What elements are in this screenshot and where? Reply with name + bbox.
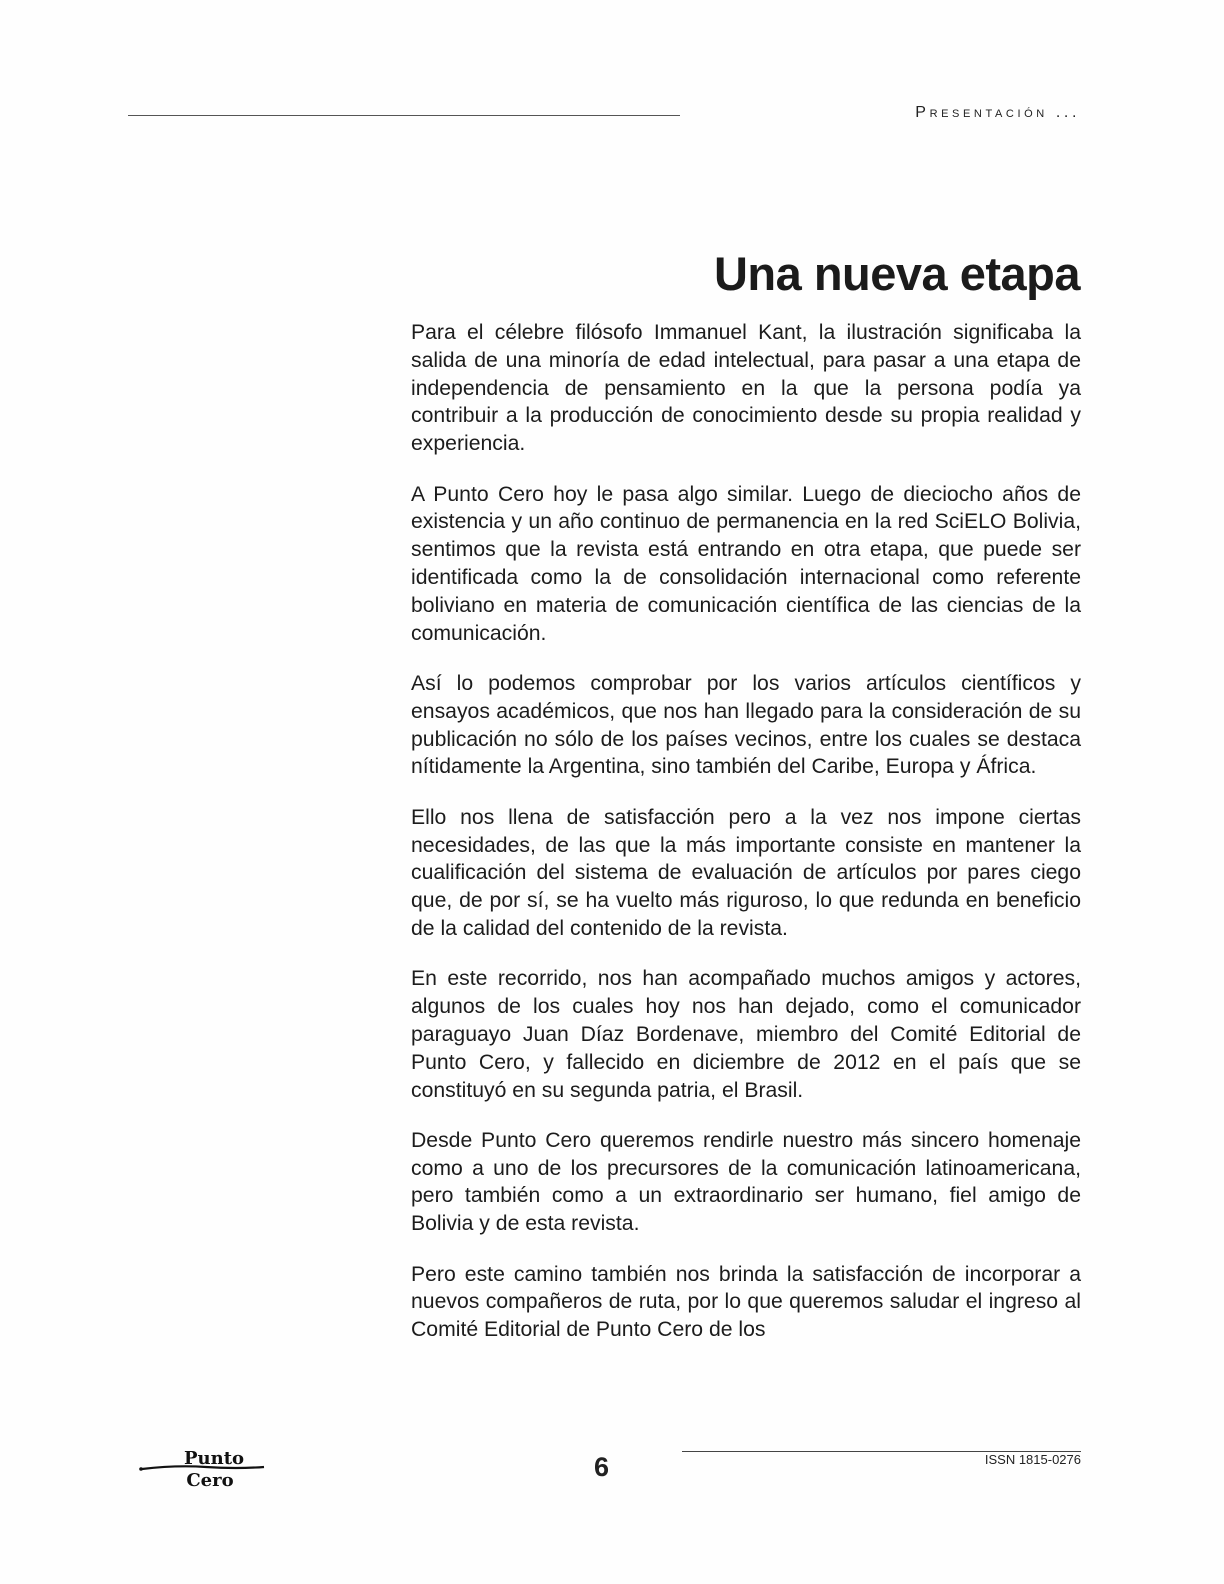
paragraph: En este recorrido, nos han acompañado muchos amigos y actores, algunos de los cuales hoy nos han dejado, como el comunicador paraguayo Juan Díaz Bordenave, miembro del Comité Editorial de Punto Cero, y fallecido en diciembre de 2012 en el país que se constituyó en su segunda patria, el Brasil. — [411, 967, 1081, 1102]
header-rule — [128, 115, 680, 116]
punto-cero-logo — [136, 1448, 270, 1490]
page-number: 6 — [594, 1452, 610, 1482]
article-body — [411, 319, 1081, 1367]
paragraph: Para el célebre filósofo Immanuel Kant, la ilustración significaba la salida de una minoría de edad intelectual, para pasar a una etapa de independencia de pensamiento en la que la persona podía ya contribuir a la producción de conocimiento desde su propia realidad y experiencia. — [411, 321, 1081, 456]
running-header-section: Presentación ... — [915, 104, 1080, 121]
logo-text-cero: Cero — [186, 1470, 234, 1490]
logo-text-punto: Punto — [183, 1448, 245, 1469]
article-title: Una nueva etapa — [713, 247, 1080, 300]
paragraph: Así lo podemos comprobar por los varios artículos científicos y ensayos académicos, que nos han llegado para la consideración de su publicación no sólo de los países vecinos, entre los cuales se destaca nítidamente la Argentina, sino también del Caribe, Europa y África. — [411, 671, 1081, 779]
paragraph: Desde Punto Cero queremos rendirle nuestro más sincero homenaje como a uno de los precursores de la comunicación latinoamericana, pero también como a un extraordinario ser humano, fiel amigo de Bolivia y de esta revista. — [411, 1128, 1081, 1236]
issn-label: ISSN 1815-0276 — [984, 1452, 1081, 1467]
paragraph: A Punto Cero hoy le pasa algo similar. Luego de dieciocho años de existencia y un año continuo de permanencia en la red SciELO Bolivia, sentimos que la revista está entrando en otra etapa, que puede ser identificada como la de consolidación internacional como referente boliviano en materia de comunicación científica de las ciencias de la comunicación. — [411, 482, 1081, 645]
paragraph: Pero este camino también nos brinda la satisfacción de incorporar a nuevos compañeros de ruta, por lo que queremos saludar el ingreso al Comité Editorial de Punto Cero de los — [411, 1262, 1081, 1342]
paragraph: Ello nos llena de satisfacción pero a la vez nos impone ciertas necesidades, de las que la más importante consiste en mantener la cualificación del sistema de evaluación de artículos por pares ciego que, de por sí, se ha vuelto más riguroso, lo que redunda en beneficio de la calidad del contenido de la revista. — [411, 805, 1081, 940]
